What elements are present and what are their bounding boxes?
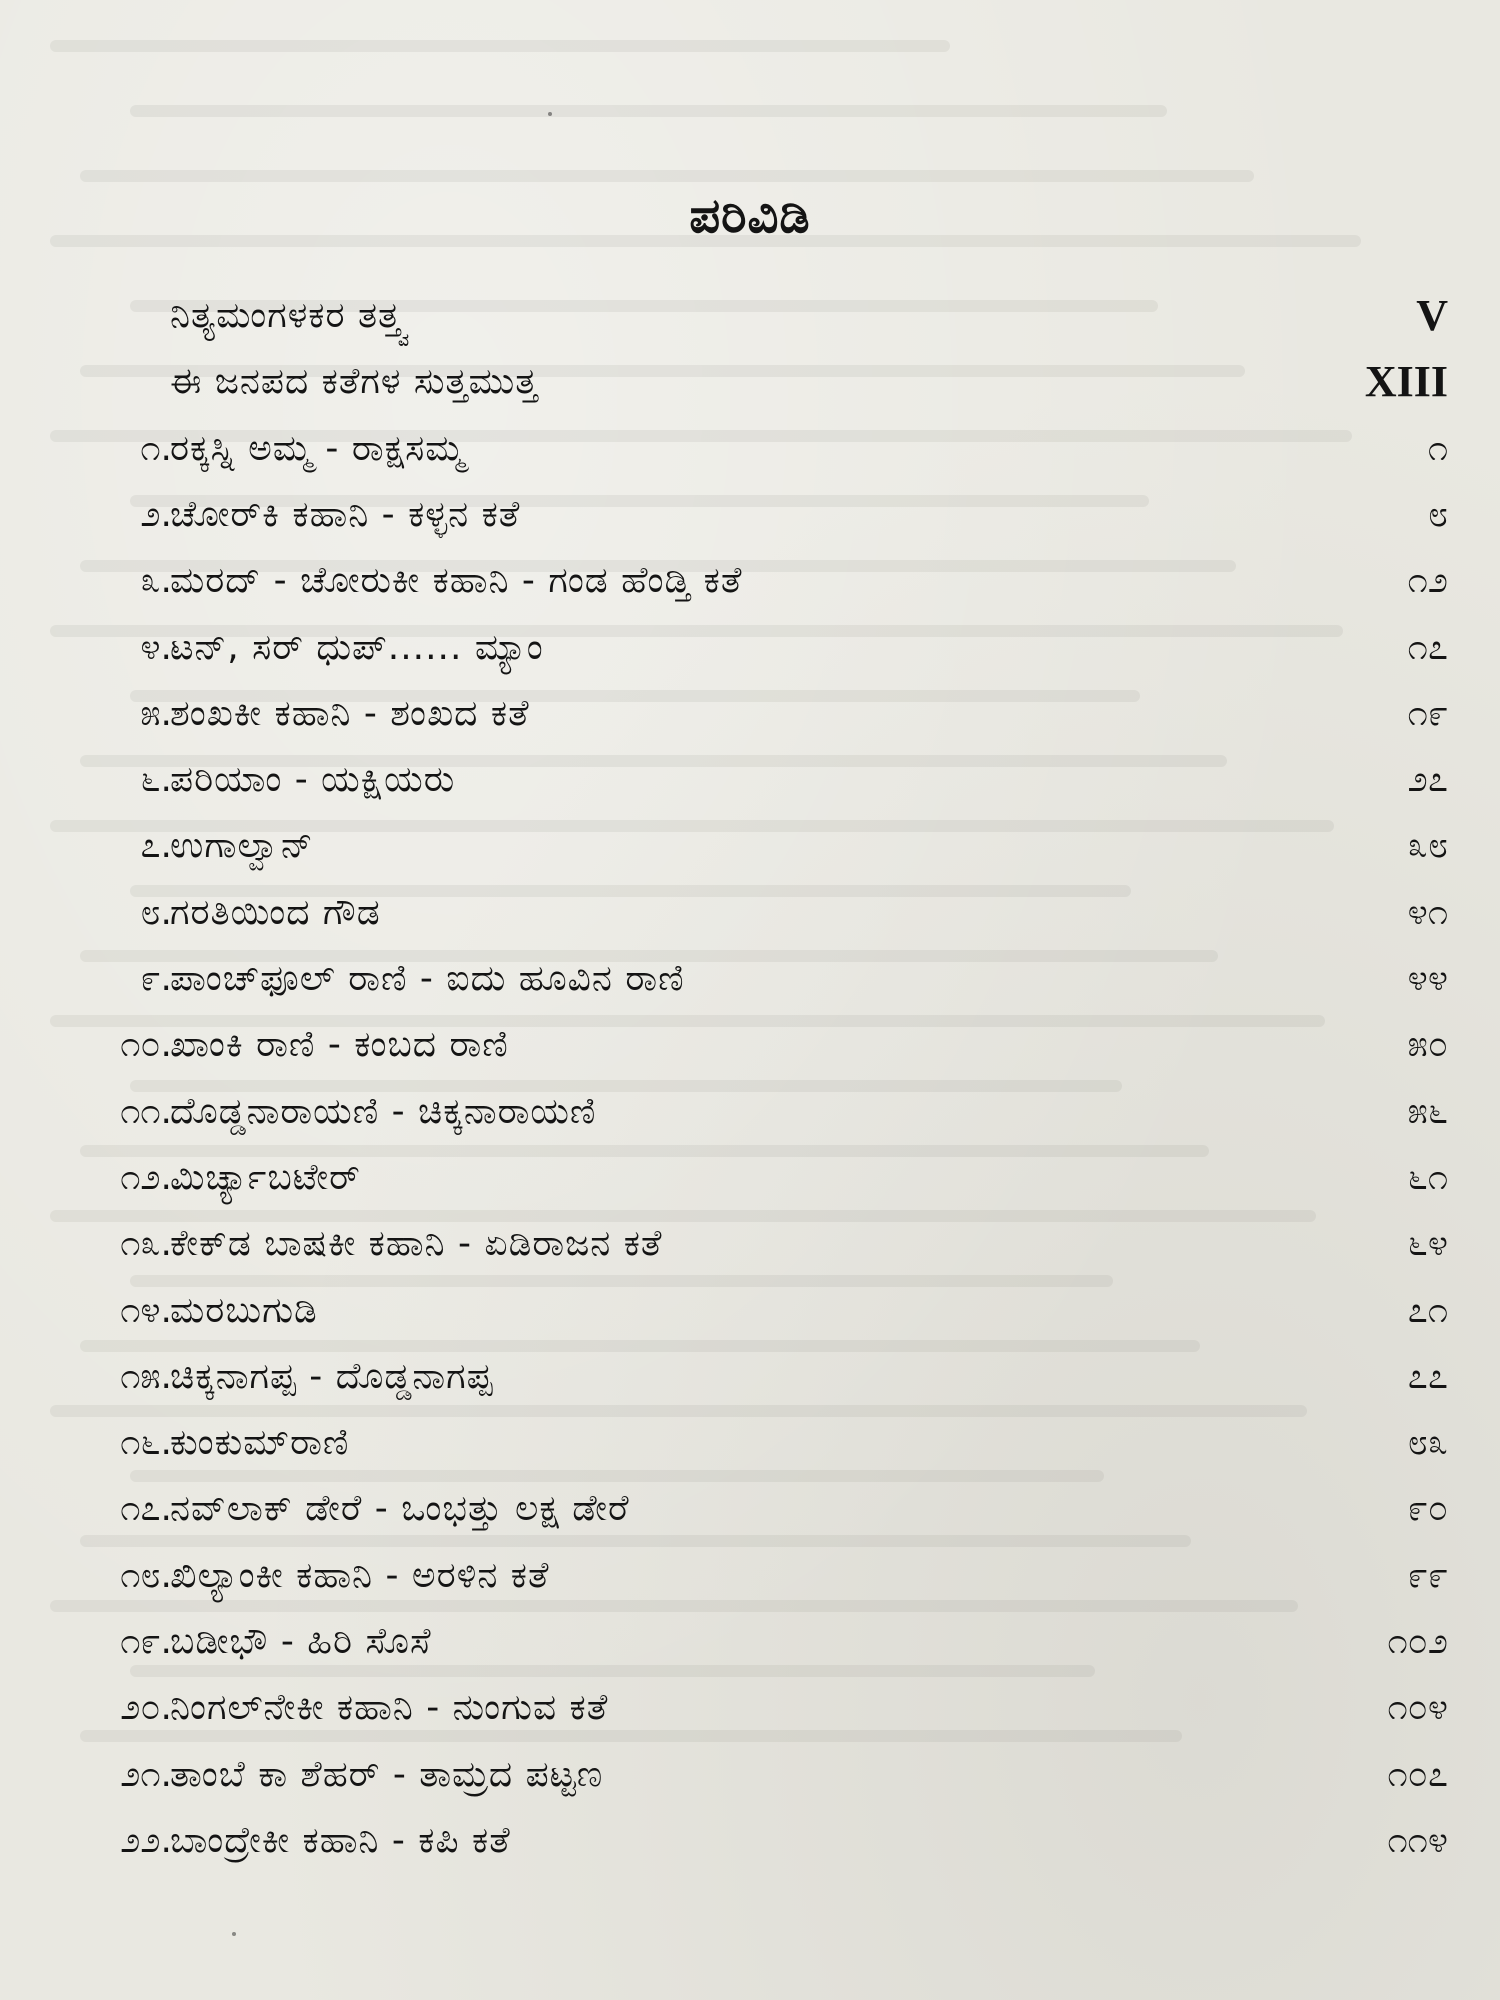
entry-title: ಖಿಲ್ಯಾಂಕೀ ಕಹಾನಿ - ಅರಳಿನ ಕತೆ [170, 1554, 550, 1596]
toc-row [0, 1742, 1500, 1808]
entry-title: ನಿತ್ಯಮಂಗಳಕರ ತತ್ತ್ವ [170, 295, 407, 336]
ink-speck [548, 112, 552, 116]
entry-number: ೫. [140, 692, 172, 734]
entry-page-number: ೪೧ [1407, 891, 1448, 933]
entry-title: ಮಿರ್ಚ್ಯಾಬಟೇರ್ [170, 1156, 361, 1198]
toc-row [0, 1808, 1500, 1874]
entry-number: ೨. [140, 493, 172, 535]
entry-title: ಉಗಾಲ್ವಾನ್ [170, 825, 314, 867]
entry-page-number: ೧೨ [1407, 560, 1448, 602]
entry-number: ೬. [140, 759, 172, 801]
entry-title: ಚಿಕ್ಕನಾಗಪ್ಪ - ದೊಡ್ಡನಾಗಪ್ಪ [170, 1355, 494, 1397]
entry-number: ೧೯. [120, 1621, 172, 1662]
entry-page-number: V [1416, 291, 1448, 340]
entry-title: ನವ್‌ಲಾಕ್ ಡೇರೆ - ಒಂಭತ್ತು ಲಕ್ಷ ಡೇರೆ [170, 1488, 630, 1530]
toc-row [0, 1211, 1500, 1277]
entry-title: ಪರಿಯಾಂ - ಯಕ್ಷಿಯರು [170, 759, 456, 801]
entry-page-number: ೭೧ [1407, 1289, 1448, 1331]
toc-row [0, 482, 1500, 548]
entry-title: ಬಡೀಭೌ - ಹಿರಿ ಸೊಸೆ [170, 1621, 432, 1662]
toc-row [0, 1476, 1500, 1542]
ink-speck [232, 1932, 236, 1936]
entry-title: ನಿಂಗಲ್‌ನೇಕೀ ಕಹಾನಿ - ನುಂಗುವ ಕತೆ [170, 1687, 609, 1729]
toc-row [0, 615, 1500, 681]
entry-page-number: ೧ [1427, 427, 1448, 469]
toc-row [0, 548, 1500, 614]
toc-row [0, 1079, 1500, 1145]
entry-page-number: ೯೯ [1407, 1554, 1448, 1596]
bleed-through-line [80, 170, 1254, 182]
toc-row [0, 681, 1500, 747]
entry-number: ೩. [140, 560, 172, 602]
entry-number: ೨೨. [120, 1819, 172, 1861]
entry-number: ೧. [140, 427, 172, 469]
entry-page-number: ೩೮ [1407, 825, 1448, 867]
entry-page-number: ೧೭ [1407, 626, 1448, 668]
entry-title: ಚೋರ್‌ಕಿ ಕಹಾನಿ - ಕಳ್ಳನ ಕತೆ [170, 493, 521, 535]
entry-number: ೧೨. [120, 1156, 172, 1198]
entry-number: ೮. [140, 891, 172, 933]
toc-row [0, 283, 1500, 349]
entry-number: ೧೫. [120, 1355, 172, 1397]
toc-row [0, 1410, 1500, 1476]
entry-title: ಕುಂಕುಮ್‌ರಾಣಿ [170, 1422, 350, 1464]
entry-number: ೨೧. [120, 1753, 172, 1795]
toc-row [0, 349, 1500, 415]
entry-number: ೪. [140, 626, 172, 668]
entry-title: ಮರಬುಗುಡಿ [170, 1289, 318, 1331]
bleed-through-line [50, 40, 950, 52]
toc-row [0, 946, 1500, 1012]
entry-title: ಕೇಕ್‌ಡ ಬಾಷಕೀ ಕಹಾನಿ - ಏಡಿರಾಜನ ಕತೆ [170, 1223, 663, 1265]
toc-row [0, 416, 1500, 482]
entry-page-number: ೪೪ [1407, 958, 1448, 999]
entry-title: ಪಾಂಚ್‌ಫೂಲ್ ರಾಣಿ - ಐದು ಹೂವಿನ ರಾಣಿ [170, 958, 685, 999]
entry-page-number: ೫೬ [1407, 1090, 1448, 1132]
entry-page-number: XIII [1364, 357, 1448, 407]
toc-row [0, 1278, 1500, 1344]
entry-title: ಖಾಂಕಿ ರಾಣಿ - ಕಂಬದ ರಾಣಿ [170, 1024, 509, 1066]
entry-title: ಶಂಖಕೀ ಕಹಾನಿ - ಶಂಖದ ಕತೆ [170, 692, 530, 734]
entry-page-number: ೨೭ [1407, 759, 1448, 801]
entry-number: ೧೭. [120, 1488, 172, 1530]
entry-page-number: ೮೩ [1407, 1422, 1448, 1464]
entry-title: ಈ ಜನಪದ ಕತೆಗಳ ಸುತ್ತಮುತ್ತ [170, 361, 539, 403]
entry-number: ೧೩. [120, 1223, 172, 1265]
entry-page-number: ೧೦೨ [1387, 1621, 1448, 1662]
page-title: ಪರಿವಿಡಿ [689, 188, 811, 244]
entry-page-number: ೧೯ [1407, 692, 1448, 734]
entry-page-number: ೯೦ [1407, 1488, 1448, 1530]
entry-title: ದೊಡ್ಡನಾರಾಯಣಿ - ಚಿಕ್ಕನಾರಾಯಣಿ [170, 1090, 597, 1132]
entry-page-number: ೭೭ [1407, 1355, 1448, 1397]
entry-number: ೯. [140, 958, 172, 999]
toc-row [0, 1609, 1500, 1675]
entry-number: ೭. [140, 825, 172, 867]
entry-number: ೧೧. [120, 1090, 172, 1132]
entry-title: ಬಾಂದ್ರೇಕೀ ಕಹಾನಿ - ಕಪಿ ಕತೆ [170, 1819, 511, 1861]
toc-row [0, 1012, 1500, 1078]
bleed-through-line [130, 105, 1167, 117]
entry-title: ಮರದ್ - ಚೋರುಕೀ ಕಹಾನಿ - ಗಂಡ ಹೆಂಡ್ತಿ ಕತೆ [170, 560, 743, 602]
entry-page-number: ೬೧ [1407, 1156, 1448, 1198]
toc-row [0, 747, 1500, 813]
entry-title: ತಾಂಬೆ ಕಾ ಶೆಹರ್ - ತಾಮ್ರದ ಪಟ್ಟಣ [170, 1753, 604, 1795]
entry-page-number: ೧೧೪ [1387, 1819, 1448, 1861]
toc-row [0, 813, 1500, 879]
toc-row [0, 1344, 1500, 1410]
entry-page-number: ೮ [1427, 493, 1448, 535]
entry-page-number: ೬೪ [1407, 1223, 1448, 1265]
entry-title: ಗರತಿಯಿಂದ ಗೌಡ [170, 891, 381, 933]
toc-row [0, 880, 1500, 946]
toc-row [0, 1543, 1500, 1609]
toc-row [0, 1675, 1500, 1741]
entry-number: ೧೬. [120, 1422, 172, 1464]
toc-row [0, 1145, 1500, 1211]
entry-number: ೧೮. [120, 1554, 172, 1596]
entry-number: ೧೦. [120, 1024, 172, 1066]
entry-number: ೧೪. [120, 1289, 172, 1331]
entry-page-number: ೫೦ [1407, 1024, 1448, 1066]
entry-title: ರಕ್ಕಸ್ನಿ ಅಮ್ಮ - ರಾಕ್ಷಸಮ್ಮ [170, 427, 466, 469]
entry-number: ೨೦. [120, 1687, 172, 1729]
entry-page-number: ೧೦೭ [1387, 1753, 1448, 1795]
entry-page-number: ೧೦೪ [1387, 1687, 1448, 1729]
entry-title: ಟನ್, ಸರ್ ಧುಪ್...... ಮ್ಯಾಂ [170, 626, 544, 668]
